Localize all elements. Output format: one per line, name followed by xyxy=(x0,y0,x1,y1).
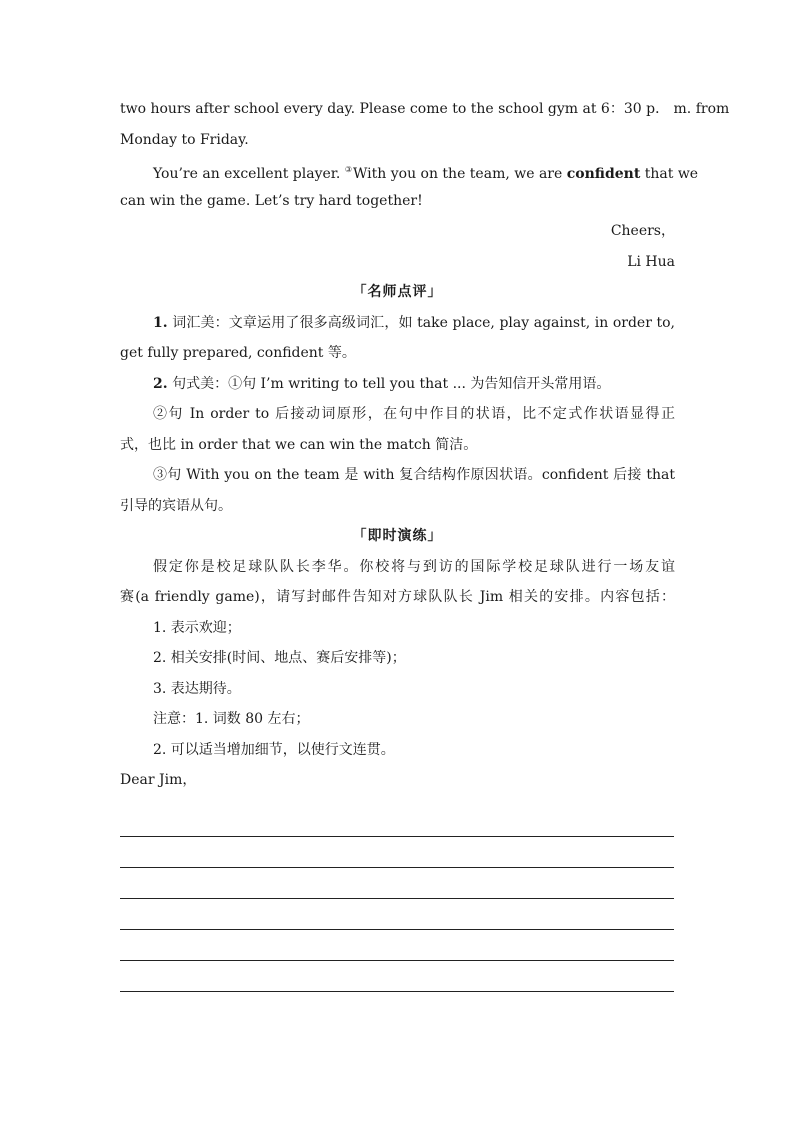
practice-intro-line-1: 假定你是校足球队队长李华。你校将与到访的国际学校足球队进行一场友谊 xyxy=(153,558,675,575)
review-text: 词汇美：文章运用了很多高级词汇，如 take place, play against, in order to, xyxy=(167,314,675,331)
review-item-2-sub-2-line-2: 引导的宾语从句。 xyxy=(120,497,232,514)
letter-text: With you on the team, we are xyxy=(353,166,567,182)
review-heading: 「名师点评」 xyxy=(352,284,443,300)
practice-requirement-2: 2. 相关安排(时间、地点、赛后安排等)； xyxy=(153,650,406,666)
practice-requirement-1: 1. 表示欢迎； xyxy=(153,619,241,636)
item-number: 2. xyxy=(153,375,168,392)
answer-line xyxy=(120,836,674,837)
letter-signature: Li Hua xyxy=(627,253,675,270)
answer-line xyxy=(120,929,674,930)
practice-note-1: 注意：1. 词数 80 左右； xyxy=(153,711,310,727)
item-number: 1. xyxy=(153,314,168,331)
letter-paragraph-2-line-2: can win the game. Let’s try hard together! xyxy=(120,192,423,209)
bold-word-confident: confident xyxy=(566,166,641,182)
review-item-1-line-1 xyxy=(120,308,675,339)
review-item-2-sub-1-line-1: ②句 In order to 后接动词原形，在句中作目的状语，比不定式作状语显得正 xyxy=(153,406,675,422)
answer-line xyxy=(120,960,674,961)
review-item-2-sub-2-line-1: ③句 With you on the team 是 with 复合结构作原因状语。confident 后接 that xyxy=(153,467,675,483)
answer-line xyxy=(120,991,674,992)
practice-heading: 「即时演练」 xyxy=(352,528,443,544)
answer-line xyxy=(120,898,674,899)
letter-closing: Cheers， xyxy=(610,223,675,239)
practice-note-2: 2. 可以适当增加细节，以使行文连贯。 xyxy=(153,741,395,758)
review-item-2 xyxy=(120,369,675,400)
review-item-2-sub-1-line-2: 式，也比 in order that we can win the match 简洁。 xyxy=(120,436,478,453)
letter-paragraph-1-line-2: Monday to Friday. xyxy=(120,131,249,148)
answer-line xyxy=(120,867,674,868)
letter-text: that we xyxy=(640,166,699,182)
answer-writing-area[interactable] xyxy=(120,836,674,1022)
letter-paragraph-1-line-1: two hours after school every day. Please come to the school gym at 6：30 p． m. from xyxy=(120,101,730,117)
circled-number-3: ③ xyxy=(344,165,353,174)
practice-intro-line-2: 赛(a friendly game)，请写封邮件告知对方球队队长 Jim 相关的安排。内容包括： xyxy=(120,589,675,605)
email-greeting: Dear Jim， xyxy=(120,772,197,788)
practice-requirement-3: 3. 表达期待。 xyxy=(153,680,241,697)
review-item-1-line-2: get fully prepared, confident 等。 xyxy=(120,345,356,361)
page-content xyxy=(120,94,730,796)
review-text: 句式美：①句 I’m writing to tell you that ... 为告知信开头常用语。 xyxy=(167,375,611,392)
letter-text: You’re an excellent player. xyxy=(153,166,345,182)
letter-paragraph-2-line-1 xyxy=(120,155,699,186)
